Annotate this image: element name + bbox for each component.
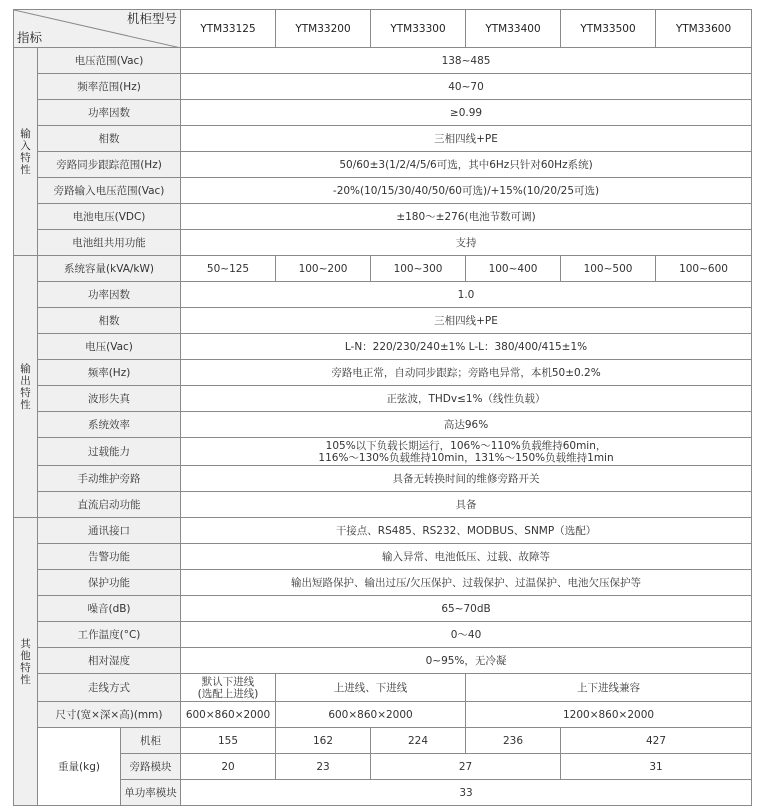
model-header: YTM33125 (181, 10, 276, 48)
row-value: 具备 (181, 492, 752, 518)
sub-label: 旁路模块 (121, 754, 181, 780)
row-label: 功率因数 (38, 282, 181, 308)
table-row (14, 308, 752, 334)
header-corner-cell (14, 10, 181, 48)
weight-cell: 31 (561, 754, 752, 780)
row-value: 50/60±3(1/2/4/5/6可选，其中6Hz只针对60Hz系统) (181, 152, 752, 178)
row-label: 过载能力 (38, 438, 181, 466)
table-row (14, 622, 752, 648)
row-value: ≥0.99 (181, 100, 752, 126)
overload-line: 105%以下负载长期运行，106%～110%负载维持60min， (325, 439, 607, 452)
table-row (14, 412, 752, 438)
row-label: 旁路同步跟踪范围(Hz) (38, 152, 181, 178)
sub-label: 单功率模块 (121, 780, 181, 806)
table-row (14, 728, 752, 754)
model-header: YTM33400 (466, 10, 561, 48)
row-value: 0~95%，无冷凝 (181, 648, 752, 674)
weight-cell: 23 (276, 754, 371, 780)
row-value-overload (181, 438, 752, 466)
table-row (14, 648, 752, 674)
row-value: 三相四线+PE (181, 308, 752, 334)
table-row (14, 754, 752, 780)
weight-cell: 162 (276, 728, 371, 754)
table-row (14, 518, 752, 544)
row-label: 波形失真 (38, 386, 181, 412)
row-value: ±180～±276(电池节数可调) (181, 204, 752, 230)
table-row (14, 230, 752, 256)
row-label: 直流启动功能 (38, 492, 181, 518)
weight-cell: 155 (181, 728, 276, 754)
row-value: 65~70dB (181, 596, 752, 622)
capacity-cell: 100~500 (561, 256, 656, 282)
header-row (14, 10, 752, 48)
row-value: 40~70 (181, 74, 752, 100)
row-label: 电池电压(VDC) (38, 204, 181, 230)
table-row (14, 780, 752, 806)
row-label: 噪音(dB) (38, 596, 181, 622)
table-row (14, 570, 752, 596)
size-cell: 600×860×2000 (276, 702, 466, 728)
row-label: 相对湿度 (38, 648, 181, 674)
row-label: 旁路输入电压范围(Vac) (38, 178, 181, 204)
row-value: 具备无转换时间的维修旁路开关 (181, 466, 752, 492)
wiring-default-cell (181, 674, 276, 702)
row-label: 尺寸(宽×深×高)(mm) (38, 702, 181, 728)
table-row (14, 152, 752, 178)
group-output: 输出特性 (14, 256, 38, 518)
row-value: 1.0 (181, 282, 752, 308)
model-header: YTM33200 (276, 10, 371, 48)
table-row (14, 282, 752, 308)
group-other: 其他特性 (14, 518, 38, 806)
table-row (14, 360, 752, 386)
table-row (14, 74, 752, 100)
row-label: 通讯接口 (38, 518, 181, 544)
row-label: 工作温度(°C) (38, 622, 181, 648)
row-label: 电压(Vac) (38, 334, 181, 360)
wiring-cell: 上下进线兼容 (466, 674, 752, 702)
row-label: 频率(Hz) (38, 360, 181, 386)
corner-label-model: 机柜型号 (127, 11, 178, 26)
table-row (14, 492, 752, 518)
model-header: YTM33300 (371, 10, 466, 48)
wiring-line: 默认下进线 (201, 675, 255, 688)
capacity-cell: 100~400 (466, 256, 561, 282)
table-row (14, 100, 752, 126)
row-label: 相数 (38, 308, 181, 334)
row-label: 手动维护旁路 (38, 466, 181, 492)
row-label: 系统效率 (38, 412, 181, 438)
row-value: 0～40 (181, 622, 752, 648)
table-row (14, 466, 752, 492)
row-label: 告警功能 (38, 544, 181, 570)
row-value: L-N：220/230/240±1% L-L：380/400/415±1% (181, 334, 752, 360)
table-row (14, 334, 752, 360)
table-row (14, 438, 752, 466)
capacity-cell: 100~200 (276, 256, 371, 282)
row-label: 系统容量(kVA/kW) (38, 256, 181, 282)
model-header: YTM33500 (561, 10, 656, 48)
sub-label: 机柜 (121, 728, 181, 754)
row-label: 走线方式 (38, 674, 181, 702)
row-value: 正弦波，THDv≤1%（线性负载） (181, 386, 752, 412)
table-row (14, 386, 752, 412)
weight-cell: 27 (371, 754, 561, 780)
table-row (14, 544, 752, 570)
corner-label-metric: 指标 (17, 30, 43, 45)
row-value: 三相四线+PE (181, 126, 752, 152)
weight-label: 重量(kg) (38, 728, 121, 806)
table-row (14, 596, 752, 622)
row-value: 旁路电正常，自动同步跟踪；旁路电异常，本机50±0.2% (181, 360, 752, 386)
row-value: 支持 (181, 230, 752, 256)
row-label: 保护功能 (38, 570, 181, 596)
weight-cell: 33 (181, 780, 752, 806)
group-input: 输入特性 (14, 48, 38, 256)
model-header: YTM33600 (656, 10, 752, 48)
weight-cell: 427 (561, 728, 752, 754)
table-row (14, 48, 752, 74)
weight-cell: 236 (466, 728, 561, 754)
row-value: 138~485 (181, 48, 752, 74)
weight-cell: 224 (371, 728, 466, 754)
row-label: 电池组共用功能 (38, 230, 181, 256)
row-value: -20%(10/15/30/40/50/60可选)/+15%(10/20/25可选) (181, 178, 752, 204)
spec-table-container (13, 9, 751, 806)
overload-line: 116%～130%负载维持10min，131%～150%负载维持1min (318, 451, 614, 464)
row-label: 功率因数 (38, 100, 181, 126)
wiring-line: (选配上进线) (197, 687, 259, 700)
table-row (14, 674, 752, 702)
table-row (14, 178, 752, 204)
wiring-cell: 上进线、下进线 (276, 674, 466, 702)
row-value: 干接点、RS485、RS232、MODBUS、SNMP（选配） (181, 518, 752, 544)
size-cell: 1200×860×2000 (466, 702, 752, 728)
row-label: 相数 (38, 126, 181, 152)
table-row (14, 126, 752, 152)
row-value: 输入异常、电池低压、过载、故障等 (181, 544, 752, 570)
row-value: 高达96% (181, 412, 752, 438)
size-cell: 600×860×2000 (181, 702, 276, 728)
row-label: 频率范围(Hz) (38, 74, 181, 100)
capacity-cell: 100~300 (371, 256, 466, 282)
capacity-cell: 100~600 (656, 256, 752, 282)
spec-table (13, 9, 752, 806)
weight-cell: 20 (181, 754, 276, 780)
table-row (14, 256, 752, 282)
table-row (14, 702, 752, 728)
row-label: 电压范围(Vac) (38, 48, 181, 74)
row-value: 输出短路保护、输出过压/欠压保护、过载保护、过温保护、电池欠压保护等 (181, 570, 752, 596)
capacity-cell: 50~125 (181, 256, 276, 282)
table-row (14, 204, 752, 230)
